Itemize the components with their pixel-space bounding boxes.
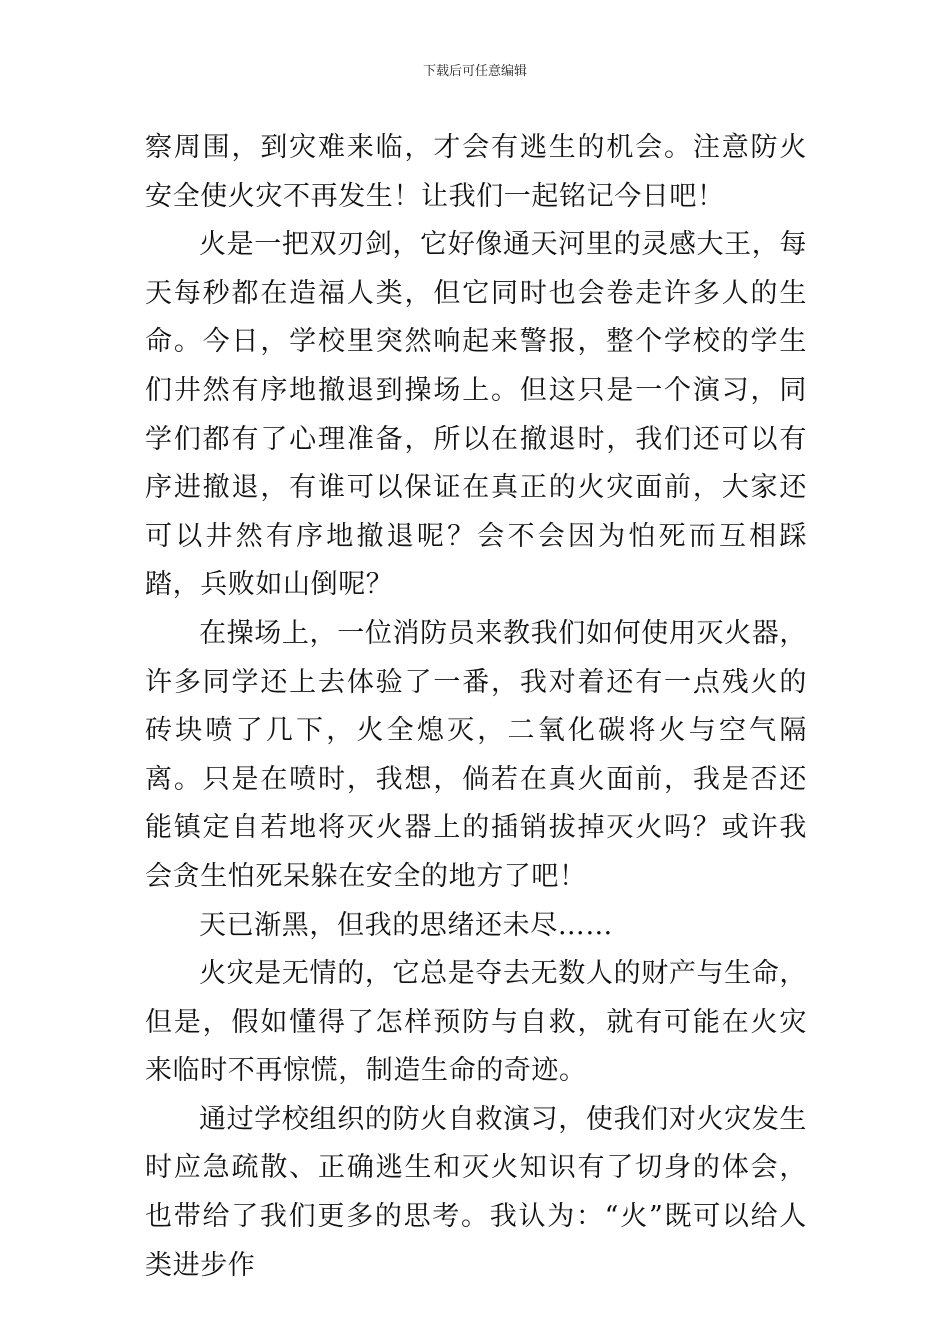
page-header: 下载后可任意编辑 <box>422 64 527 79</box>
paragraph-6: 通过学校组织的防火自救演习，使我们对火灾发生时应急疏散、正确逃生和灭火知识有了切身的体会，也带给了我们更多的思考。我认为：“火”既可以给人类进步作 <box>145 1103 807 1281</box>
paragraph-3: 在操场上，一位消防员来教我们如何使用灭火器，许多同学还上去体验了一番，我对着还有一点残火的砖块喷了几下，火全熄灭，二氧化碳将火与空气隔离。只是在喷时，我想，倘若在真火面前，我是否还能镇定自若地将灭火器上的插销拔掉灭火吗？或许我会贪生怕死呆躲在安全的地方了吧！ <box>145 617 807 892</box>
document-body <box>145 124 807 1290</box>
paragraph-4: 天已渐黑，但我的思绪还未尽…… <box>199 909 613 941</box>
paragraph-2: 火是一把双刃剑，它好像通天河里的灵感大王，每天每秒都在造福人类，但它同时也会卷走许多人的生命。今日，学校里突然响起来警报，整个学校的学生们井然有序地撤退到操场上。但这只是一个演习，同学们都有了心理准备，所以在撤退时，我们还可以有序进撤退，有谁可以保证在真正的火灾面前，大家还可以井然有序地撤退呢？会不会因为怕死而互相踩踏，兵败如山倒呢？ <box>145 229 807 601</box>
paragraph-1: 察周围，到灾难来临，才会有逃生的机会。注意防火安全使火灾不再发生！让我们一起铭记今日吧！ <box>145 132 807 212</box>
paragraph-5: 火灾是无情的，它总是夺去无数人的财产与生命，但是，假如懂得了怎样预防与自救，就有可能在火灾来临时不再惊慌，制造生命的奇迹。 <box>145 958 807 1087</box>
